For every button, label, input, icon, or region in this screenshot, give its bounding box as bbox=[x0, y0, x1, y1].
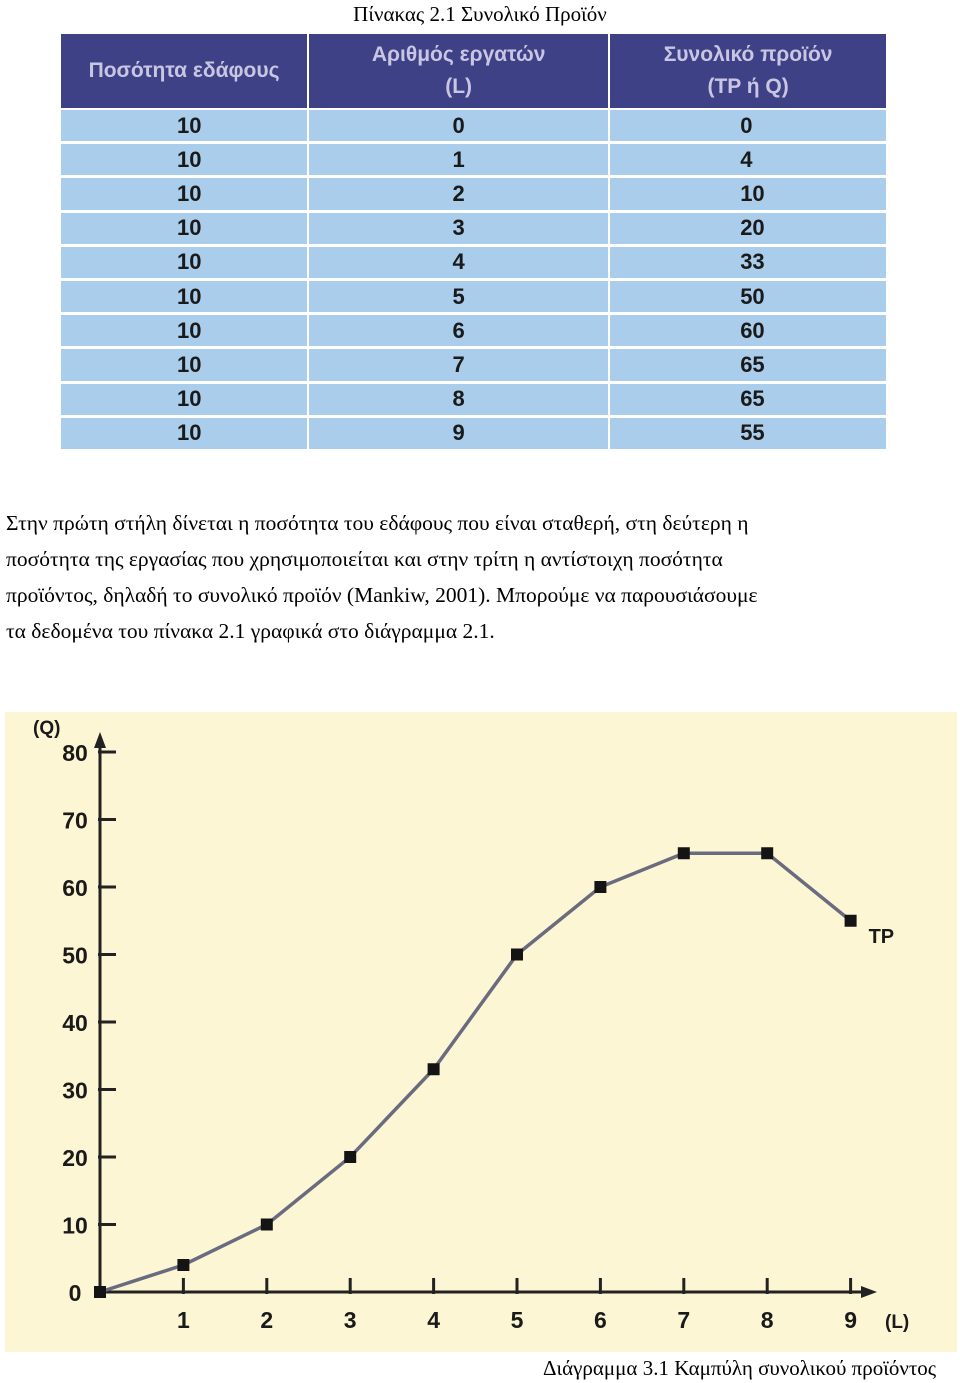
table-row: 10 9 55 bbox=[60, 416, 887, 450]
y-axis-label: (Q) bbox=[33, 718, 61, 739]
table-row: 10 0 0 bbox=[60, 109, 887, 143]
x-tick-label: 9 bbox=[844, 1307, 857, 1333]
chart-svg bbox=[5, 712, 957, 1352]
y-tick-label: 40 bbox=[62, 1010, 88, 1036]
table-row: 10 6 60 bbox=[60, 314, 887, 348]
paragraph-line: τα δεδομένα του πίνακα 2.1 γραφικά στο διάγραμμα 2.1. bbox=[6, 619, 495, 643]
x-tick-label: 7 bbox=[677, 1307, 691, 1333]
table-row: 10 7 65 bbox=[60, 348, 887, 382]
data-point bbox=[261, 1219, 273, 1231]
x-tick-label: 4 bbox=[427, 1307, 440, 1333]
x-tick-label: 6 bbox=[594, 1307, 607, 1333]
header-total-product: Συνολικό προϊόν (TP ή Q) bbox=[609, 34, 887, 109]
paragraph-line: προϊόντος, δηλαδή το συνολικό προϊόν (Mankiw, 2001). Μπορούμε να παρουσιάσουμε bbox=[6, 583, 758, 607]
y-tick-label: 20 bbox=[62, 1145, 88, 1171]
figure-caption: Διάγραμμα 3.1 Καμπύλη συνολικού προϊόντος bbox=[543, 1356, 937, 1380]
table-row: 10 8 65 bbox=[60, 382, 887, 416]
x-tick-label: 3 bbox=[343, 1307, 357, 1333]
data-point bbox=[428, 1063, 440, 1075]
table-caption: Πίνακας 2.1 Συνολικό Προϊόν bbox=[353, 2, 607, 26]
header-land: Ποσότητα εδάφους bbox=[60, 34, 308, 109]
table-row: 10 1 4 bbox=[60, 143, 887, 177]
data-point bbox=[761, 847, 773, 859]
x-axis-label: (L) bbox=[885, 1312, 910, 1333]
paragraph-line: ποσότητα της εργασίας που χρησιμοποιείται και στην τρίτη η αντίστοιχη ποσότητα bbox=[6, 547, 723, 571]
data-point bbox=[344, 1151, 356, 1163]
data-point bbox=[594, 881, 606, 893]
header-workers: Αριθμός εργατών (L) bbox=[308, 34, 609, 109]
data-point bbox=[94, 1286, 106, 1298]
x-tick-label: 2 bbox=[260, 1307, 274, 1333]
y-tick-label: 70 bbox=[62, 807, 88, 834]
y-tick-label: 0 bbox=[68, 1280, 82, 1306]
data-point bbox=[845, 915, 857, 927]
total-product-table bbox=[59, 34, 888, 452]
y-tick-label: 80 bbox=[62, 740, 88, 766]
table-row: 10 3 20 bbox=[60, 211, 887, 245]
table-row: 10 5 50 bbox=[60, 279, 887, 313]
data-point bbox=[177, 1259, 189, 1271]
y-tick-label: 10 bbox=[62, 1212, 88, 1239]
y-tick-label: 60 bbox=[62, 875, 88, 901]
total-product-chart bbox=[5, 712, 957, 1352]
y-tick-label: 30 bbox=[62, 1077, 88, 1104]
body-paragraph bbox=[6, 505, 956, 649]
x-tick-label: 8 bbox=[760, 1307, 774, 1333]
paragraph-line: Στην πρώτη στήλη δίνεται η ποσότητα του εδάφους που είναι σταθερή, στη δεύτερη η bbox=[6, 511, 749, 535]
x-tick-label: 5 bbox=[510, 1307, 524, 1333]
table-row: 10 2 10 bbox=[60, 177, 887, 211]
y-tick-label: 50 bbox=[62, 942, 88, 969]
chart-background bbox=[5, 712, 957, 1352]
data-point bbox=[678, 847, 690, 859]
data-point bbox=[511, 949, 523, 961]
x-tick-label: 1 bbox=[177, 1307, 190, 1333]
table-row: 10 4 33 bbox=[60, 245, 887, 279]
series-label: TP bbox=[868, 925, 895, 948]
